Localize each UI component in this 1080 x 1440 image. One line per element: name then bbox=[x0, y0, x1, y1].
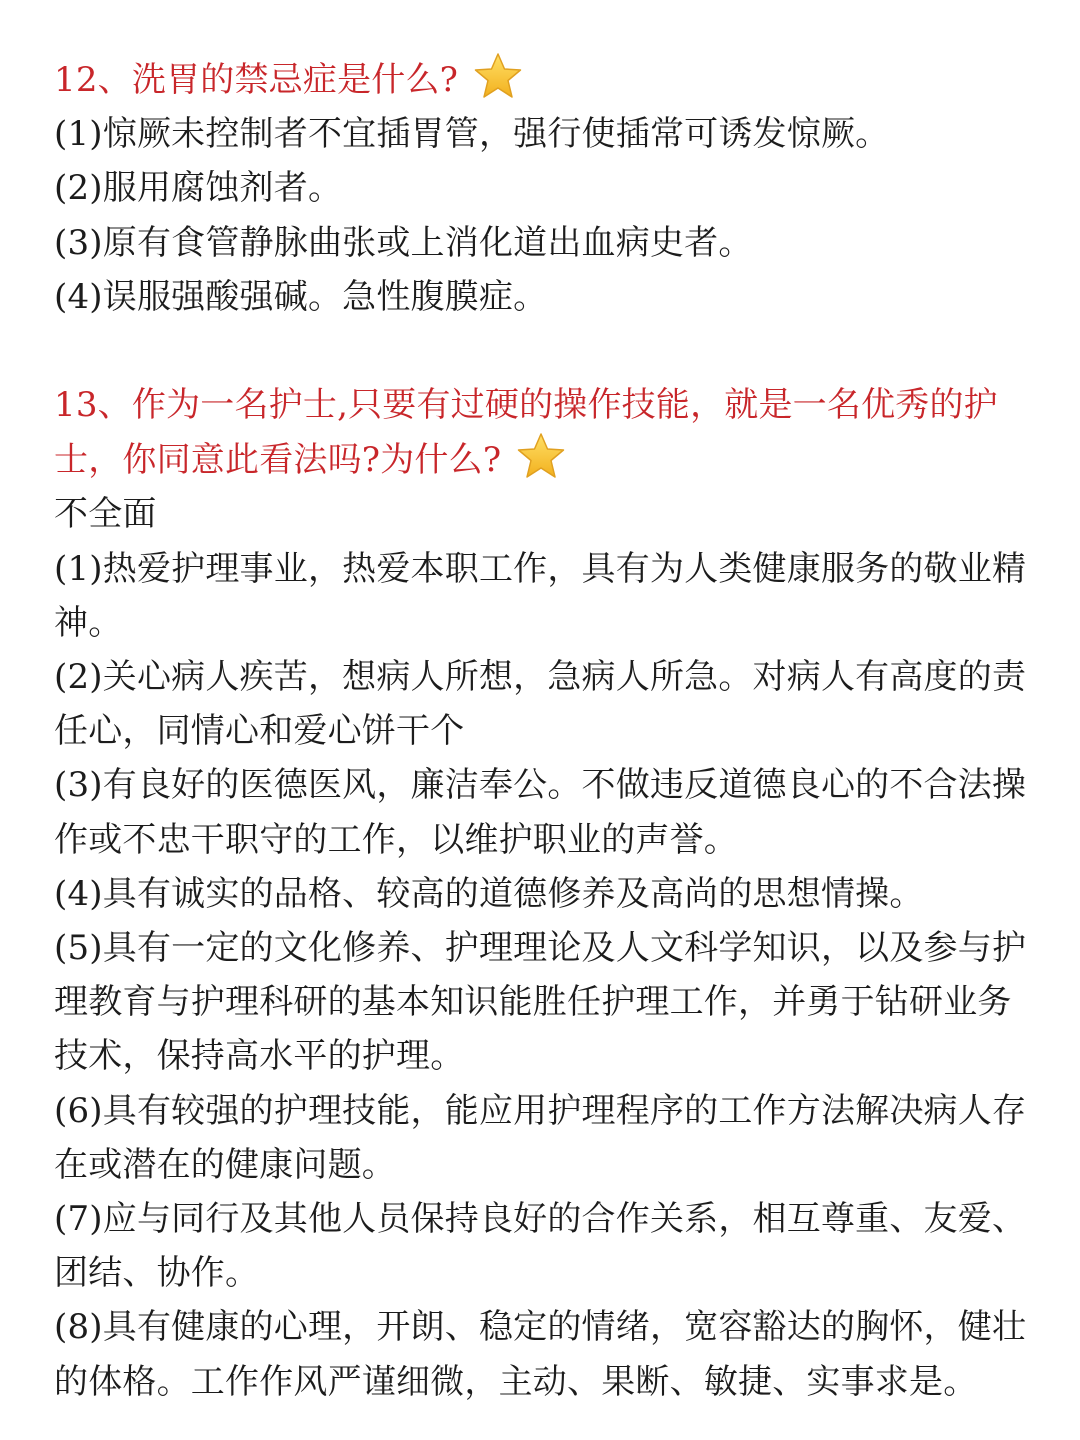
question-12-item: (4)误服强酸强碱。急性腹膜症。 bbox=[54, 276, 548, 317]
star-icon bbox=[515, 432, 567, 480]
question-13-item: (1)热爱护理事业，热爱本职工作，具有为人类健康服务的敬业精神。 bbox=[54, 548, 1027, 643]
question-13-item: (4)具有诚实的品格、较高的道德修养及高尚的思想情操。 bbox=[54, 873, 924, 914]
question-12-item: (2)服用腐蚀剂者。 bbox=[54, 168, 343, 209]
question-12 bbox=[54, 52, 1044, 324]
section-gap bbox=[54, 324, 1044, 378]
question-12-item: (1)惊厥未控制者不宜插胃管，强行使插常可诱发惊厥。 bbox=[54, 114, 890, 155]
question-13-item: (5)具有一定的文化修养、护理理论及人文科学知识，以及参与护理教育与护理科研的基本知识能胜任护理工作，并勇于钻研业务技术，保持高水平的护理。 bbox=[54, 928, 1027, 1077]
question-13 bbox=[54, 378, 1044, 1409]
question-13-title-text: 13、作为一名护士,只要有过硬的操作技能，就是一名优秀的护士，你同意此看法吗?为什么? bbox=[54, 385, 998, 481]
question-13-item: (6)具有较强的护理技能，能应用护理程序的工作方法解决病人存在或潜在的健康问题。 bbox=[54, 1090, 1027, 1185]
question-13-answer: 不全面 bbox=[54, 494, 157, 535]
question-12-title bbox=[54, 52, 1044, 107]
question-12-title-text: 12、洗胃的禁忌症是什么? bbox=[54, 60, 459, 100]
question-13-item: (8)具有健康的心理，开朗、稳定的情绪，宽容豁达的胸怀，健壮的体格。工作作风严谨细微，主动、果断、敏捷、实事求是。 bbox=[54, 1307, 1027, 1402]
document bbox=[54, 52, 1044, 1409]
question-13-item: (3)有良好的医德医风，廉洁奉公。不做违反道德良心的不合法操作或不忠干职守的工作，以维护职业的声誉。 bbox=[54, 765, 1027, 860]
question-12-item: (3)原有食管静脉曲张或上消化道出血病史者。 bbox=[54, 222, 753, 263]
question-13-item: (7)应与同行及其他人员保持良好的合作关系，相互尊重、友爱、团结、协作。 bbox=[54, 1199, 1027, 1294]
question-13-title bbox=[54, 378, 1044, 487]
star-icon bbox=[472, 52, 524, 100]
question-13-item: (2)关心病人疾苦，想病人所想，急病人所急。对病人有高度的责任心，同情心和爱心饼干个 bbox=[54, 657, 1027, 752]
